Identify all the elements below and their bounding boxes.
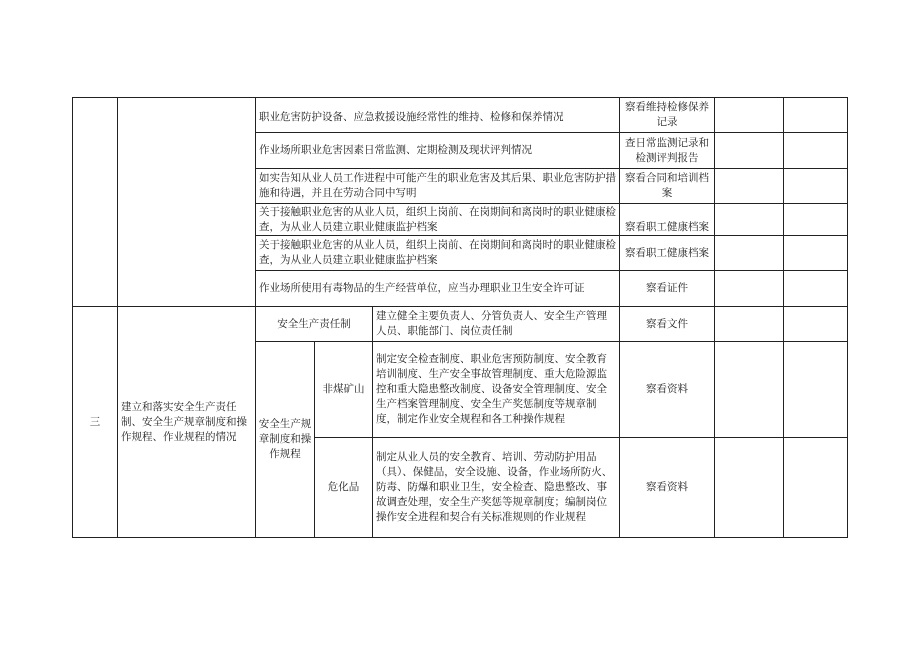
hazchem-requirement: 制定从业人员的安全教育、培训、劳动防护用品（具）、保健品，安全设施、设备，作业场所防火、防毒、防爆和职业卫生，安全检查、隐患整改、事故调查处理，安全生产奖惩等规章制度；编制岗位操作安全进程和契合有关标准规则的作业规程	[376, 451, 613, 523]
method-cell-4: 察看职工健康档案	[625, 221, 709, 233]
inspection-table	[72, 97, 848, 537]
requirement-cell-5: 关于接触职业危害的从业人员，组织上岗前、在岗期间和离岗时的职业健康检查，为从业人员建立职业健康监护档案	[259, 239, 616, 266]
non-coal-label: 非煤矿山	[322, 383, 365, 395]
col-line-result	[714, 97, 715, 538]
method-cell-2: 查日常监测记录和检测评判报告	[625, 136, 709, 164]
section-number: 三	[89, 415, 101, 428]
col-line-extra	[783, 97, 784, 538]
requirement-cell-4: 关于接触职业危害的从业人员，组织上岗前、在岗期间和离岗时的职业健康检查，为从业人员建立职业健康监护档案	[259, 205, 616, 233]
section-title: 建立和落实安全生产责任制、安全生产规章制度和操作规程、作业规程的情况	[121, 400, 247, 443]
requirement-cell-2: 作业场所职业危害因素日常监测、定期检测及现状评判情况	[259, 144, 532, 156]
method-cell-1: 察看维持检修保养记录	[625, 101, 709, 128]
responsibility-label: 安全生产责任制	[277, 317, 351, 330]
responsibility-method: 察看文件	[646, 317, 688, 330]
hazchem-label: 危化品	[327, 481, 360, 493]
table-border-right	[847, 97, 848, 538]
method-cell-6: 察看证件	[646, 282, 688, 294]
method-cell-3: 察看合同和培训档案	[625, 172, 709, 199]
table-border-top	[72, 97, 848, 98]
non-coal-requirement: 制定安全检查制度、职业危害预防制度、安全教育培训制度、生产安全事故管理制度、重大危险源监控和重大隐患整改制度、设备安全管理制度、安全生产档案管理制度、安全生产奖惩制度等规章制度，制定作业安全规程和各工种操作规程	[376, 353, 607, 425]
table-border-bottom	[72, 537, 848, 538]
responsibility-requirement: 建立健全主要负责人、分管负责人、安全生产管理人员、职能部门、岗位责任制	[376, 310, 607, 337]
requirement-cell-6: 作业场所使用有毒物品的生产经营单位，应当办理职业卫生安全许可证	[259, 282, 585, 294]
method-cell-5: 察看职工健康档案	[625, 246, 709, 259]
requirement-cell-1: 职业危害防护设备、应急救援设施经常性的维持、检修和保养情况	[259, 110, 564, 123]
requirement-cell-3: 如实告知从业人员工作进程中可能产生的职业危害及其后果、职业危害防护措施和待遇，并且在劳动合同中写明	[259, 172, 616, 199]
rules-label: 安全生产规章制度和操作规程	[258, 418, 312, 460]
hazchem-method: 察看资料	[646, 481, 688, 493]
non-coal-method: 察看资料	[646, 383, 688, 395]
